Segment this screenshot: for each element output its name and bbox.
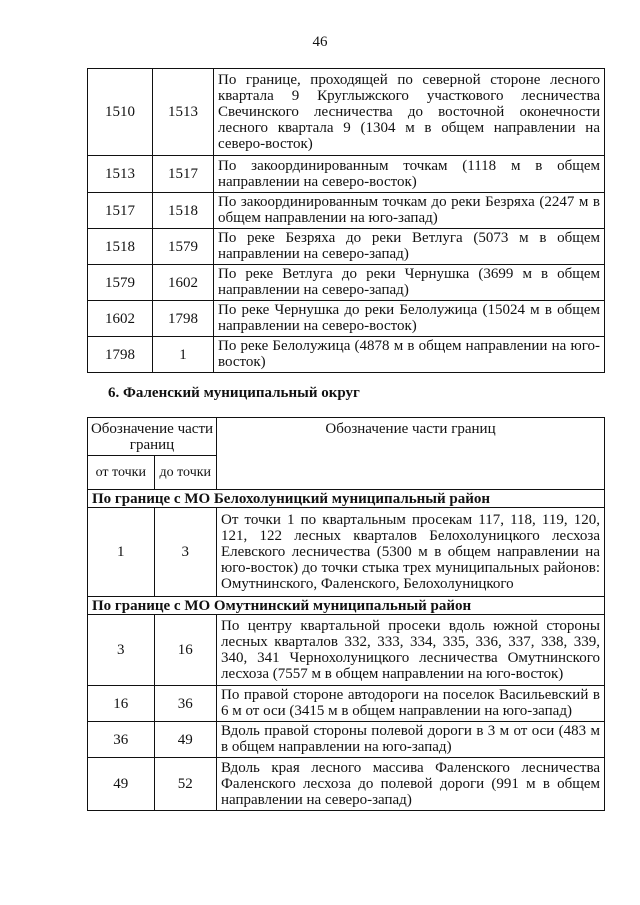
table-row xyxy=(88,156,605,193)
table-row xyxy=(88,758,605,811)
falensky-boundary-table xyxy=(87,417,605,811)
from-point-cell: 1602 xyxy=(88,301,153,337)
from-point-cell: 1513 xyxy=(88,156,153,193)
boundary-description-cell: По реке Ветлуга до реки Чернушка (3699 м в общем направлении на северо-запад) xyxy=(214,265,605,301)
to-point-cell: 1 xyxy=(153,337,214,373)
from-point-cell: 16 xyxy=(88,686,155,722)
group-row xyxy=(88,490,605,508)
table-row xyxy=(88,69,605,156)
to-point-cell: 1579 xyxy=(153,229,214,265)
to-point-cell: 36 xyxy=(154,686,216,722)
boundary-description-cell: От точки 1 по квартальным просекам 117, 118, 119, 120, 121, 122 лесных кварталов Белохолуницкого лесхоза Елевского лесничества (5300 м в общем направлении на юго-восток) до точки стыка трех муниципальных районов: Омутнинского, Фаленского, Белохолуницкого xyxy=(217,508,605,597)
to-point-cell: 1798 xyxy=(153,301,214,337)
to-point-cell: 1513 xyxy=(153,69,214,156)
from-point-cell: 49 xyxy=(88,758,155,811)
from-point-header: от точки xyxy=(88,456,155,490)
to-point-cell: 49 xyxy=(154,722,216,758)
boundary-description-cell: По правой стороне автодороги на поселок Васильевский в 6 м от оси (3415 м в общем направлении на юго-запад) xyxy=(217,686,605,722)
boundary-description-cell: Вдоль края лесного массива Фаленского лесничества Фаленского лесхоза до полевой дороги (991 м в общем направлении на северо-запад) xyxy=(217,758,605,811)
table-row xyxy=(88,265,605,301)
boundary-description-cell: По центру квартальной просеки вдоль южной стороны лесных кварталов 332, 333, 334, 335, 336, 337, 338, 339, 340, 341 Чернохолуницкого лесничества Омутнинского лесхоза (7557 м в общем направлении на юго-восток) xyxy=(217,615,605,686)
from-point-cell: 1517 xyxy=(88,193,153,229)
boundary-description-cell: Вдоль правой стороны полевой дороги в 3 м от оси (483 м в общем направлении на юго-запад) xyxy=(217,722,605,758)
from-point-cell: 1 xyxy=(88,508,155,597)
parts-header-cell: Обозначение части границ xyxy=(88,418,217,456)
boundary-table-continued xyxy=(87,68,605,373)
group-title: По границе с МО Омутнинский муниципальный район xyxy=(88,597,605,615)
to-point-cell: 1518 xyxy=(153,193,214,229)
boundary-description-cell: По закоординированным точкам (1118 м в общем направлении на северо-восток) xyxy=(214,156,605,193)
to-point-cell: 52 xyxy=(154,758,216,811)
table-row xyxy=(88,686,605,722)
to-point-cell: 3 xyxy=(154,508,216,597)
to-point-header: до точки xyxy=(154,456,216,490)
to-point-cell: 1602 xyxy=(153,265,214,301)
to-point-cell: 16 xyxy=(154,615,216,686)
from-point-cell: 36 xyxy=(88,722,155,758)
table-row xyxy=(88,508,605,597)
table-row xyxy=(88,615,605,686)
boundary-description-cell: По границе, проходящей по северной стороне лесного квартала 9 Круглыжского участкового лесничества Свечинского лесничества до восточной оконечности лесного квартала 9 (1304 м в общем направлении на северо-восток) xyxy=(214,69,605,156)
from-point-cell: 1518 xyxy=(88,229,153,265)
boundary-description-cell: По реке Чернушка до реки Белолужица (15024 м в общем направлении на северо-восток) xyxy=(214,301,605,337)
section-title: 6. Фаленский муниципальный округ xyxy=(108,385,360,401)
boundary-description-cell: По реке Безряха до реки Ветлуга (5073 м в общем направлении на северо-запад) xyxy=(214,229,605,265)
from-point-cell: 1798 xyxy=(88,337,153,373)
table-row xyxy=(88,301,605,337)
group-title: По границе с МО Белохолуницкий муниципальный район xyxy=(88,490,605,508)
table-row xyxy=(88,229,605,265)
description-header-cell: Обозначение части границ xyxy=(217,418,605,490)
boundary-description-cell: По реке Белолужица (4878 м в общем направлении на юго-восток) xyxy=(214,337,605,373)
group-row xyxy=(88,597,605,615)
table-row xyxy=(88,337,605,373)
from-point-cell: 1510 xyxy=(88,69,153,156)
table-header-row xyxy=(88,418,605,456)
from-point-cell: 1579 xyxy=(88,265,153,301)
boundary-description-cell: По закоординированным точкам до реки Безряха (2247 м в общем направлении на юго-запад) xyxy=(214,193,605,229)
table-row xyxy=(88,193,605,229)
page-number: 46 xyxy=(312,34,328,50)
table-row xyxy=(88,722,605,758)
from-point-cell: 3 xyxy=(88,615,155,686)
to-point-cell: 1517 xyxy=(153,156,214,193)
